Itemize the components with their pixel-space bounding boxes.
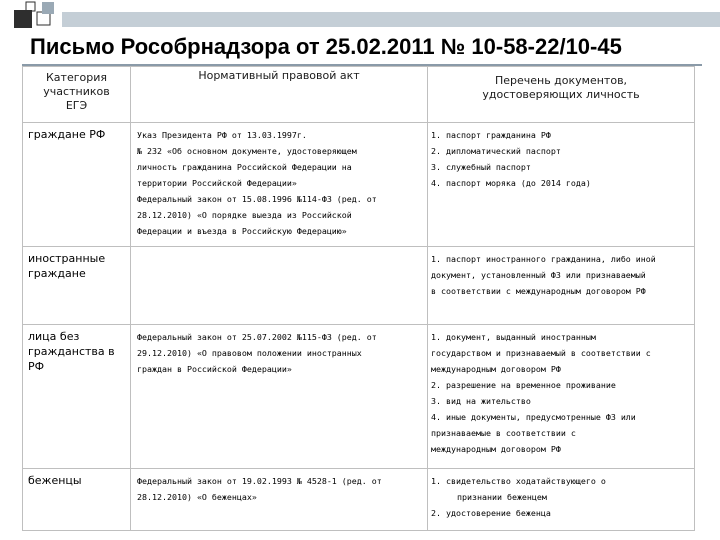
cell-line: 2. дипломатический паспорт [431, 146, 561, 156]
table-header-row [23, 67, 695, 123]
cell-line: 1. документ, выданный иностранным [431, 332, 596, 342]
table-row [23, 469, 695, 531]
cell-act [131, 469, 428, 531]
cell-line: документ, установленный ФЗ или признаваемый [431, 270, 646, 280]
decorative-squares [0, 0, 720, 34]
cell-line: 4. иные документы, предусмотренные ФЗ или [431, 412, 636, 422]
page-title: Письмо Рособрнадзора от 25.02.2011 № 10-58-22/10-45 [30, 34, 622, 59]
header-line: удостоверяющих личность [482, 88, 640, 101]
cell-line: граждане РФ [28, 128, 106, 141]
header-category [23, 67, 131, 123]
table-row [23, 123, 695, 247]
cell-line: беженцы [28, 474, 82, 487]
header-line: Нормативный правовой акт [198, 69, 360, 82]
cell-line: Указ Президента РФ от 13.03.1997г. [137, 130, 307, 140]
cell-line: 29.12.2010) «О правовом положении иностранных [137, 348, 362, 358]
cell-line: Федерации и въезда в Российскую Федерацию» [137, 226, 347, 236]
cell-docs [428, 123, 695, 247]
cell-line: личность гражданина Российской Федерации на [137, 162, 352, 172]
cell-category [23, 325, 131, 469]
cell-line: 1. свидетельство ходатайствующего о [431, 476, 606, 486]
table-row [23, 247, 695, 325]
table-row [23, 325, 695, 469]
documents-table [22, 66, 695, 531]
header-docs [428, 67, 695, 123]
header-line: участников [43, 85, 110, 98]
cell-line: 1. паспорт гражданина РФ [431, 130, 551, 140]
cell-line: лица без [28, 330, 80, 343]
cell-line: 3. служебный паспорт [431, 162, 531, 172]
cell-line: международным договором РФ [431, 444, 561, 454]
cell-line: признаваемые в соответствии с [431, 428, 576, 438]
deco-square-dark [14, 10, 32, 28]
cell-line: признании беженцем [457, 492, 547, 502]
cell-line: граждан в Российской Федерации» [137, 364, 292, 374]
header-line: Категория [46, 71, 107, 84]
cell-line: в соответствии с международным договором РФ [431, 286, 646, 296]
cell-line: гражданства в [28, 345, 115, 358]
cell-line: 2. удостоверение беженца [431, 508, 551, 518]
deco-bar [62, 12, 720, 27]
deco-square-gray [42, 2, 54, 14]
cell-line: 28.12.2010) «О беженцах» [137, 492, 257, 502]
cell-line: государством и признаваемый в соответствии с [431, 348, 651, 358]
cell-line: территории Российской Федерации» [137, 178, 297, 188]
header-act [131, 67, 428, 123]
cell-line: РФ [28, 360, 45, 373]
cell-docs [428, 325, 695, 469]
header-line: ЕГЭ [65, 99, 88, 112]
cell-category [23, 123, 131, 247]
cell-category [23, 469, 131, 531]
cell-line: 3. вид на жительство [431, 396, 531, 406]
cell-line: Федеральный закон от 15.08.1996 №114-ФЗ (ред. от [137, 194, 377, 204]
cell-line: международным договором РФ [431, 364, 561, 374]
header-line: Перечень документов, [494, 74, 628, 87]
cell-line: 1. паспорт иностранного гражданина, либо иной [431, 254, 656, 264]
cell-line: № 232 «Об основном документе, удостоверяющем [137, 146, 357, 156]
cell-docs [428, 247, 695, 325]
cell-act [131, 247, 428, 325]
cell-line: иностранные [28, 252, 106, 265]
cell-line: 28.12.2010) «О порядке выезда из Российской [137, 210, 352, 220]
cell-category [23, 247, 131, 325]
deco-square-outline-2 [26, 2, 35, 11]
cell-line: граждане [28, 267, 86, 280]
cell-line: 4. паспорт моряка (до 2014 года) [431, 178, 591, 188]
cell-line: Федеральный закон от 19.02.1993 № 4528-1 (ред. от [137, 476, 382, 486]
cell-act [131, 325, 428, 469]
cell-line: 2. разрешение на временное проживание [431, 380, 616, 390]
cell-act [131, 123, 428, 247]
cell-docs [428, 469, 695, 531]
cell-line: Федеральный закон от 25.07.2002 №115-ФЗ (ред. от [137, 332, 377, 342]
